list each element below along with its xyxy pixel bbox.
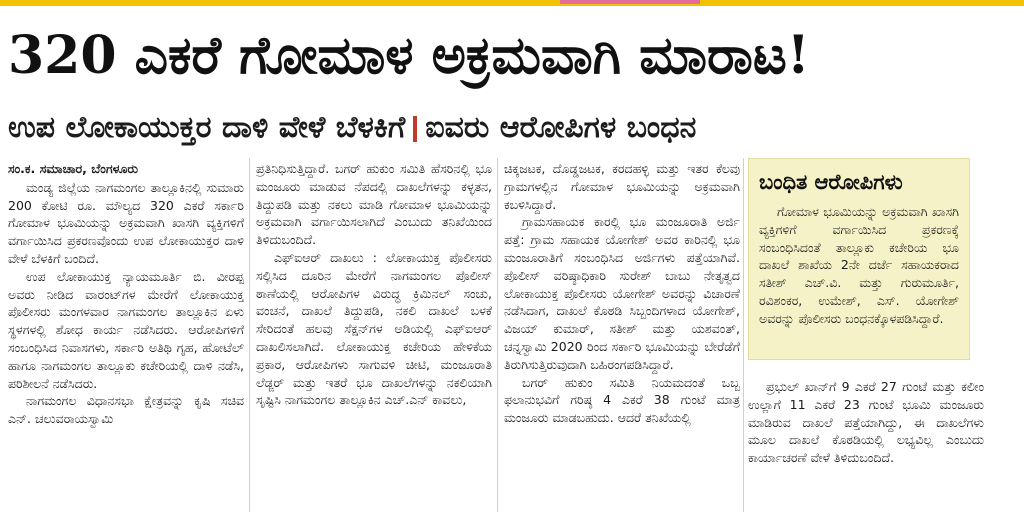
paragraph: ಪ್ರತಿನಿಧಿಸುತ್ತಿದ್ದಾರೆ. ಬಗರ್ ಹುಕುಂ ಸಮಿತಿ ಹೆಸರಿನಲ್ಲಿ ಭೂ ಮಂಜೂರು ಮಾಡುವ ನೆಪದಲ್ಲಿ ದಾಖಲೆಗಳನ್ನು ಕಳ್ಳತನ, ತಿದ್ದುಪಡಿ ಮತ್ತು ನಕಲು ಮಾಡಿ ಗೋಮಾಳ ಭೂಮಿಯನ್ನು ಅಕ್ರಮವಾಗಿ ವರ್ಗಾಯಿಸಲಾಗಿದೆ ಎಂಬುದು ತನಿಖೆಯಿಂದ ತಿಳಿದುಬಂದಿದೆ. (256, 161, 492, 248)
paragraph: ಪ್ರಭುಲ್ ಖಾನ್‌ಗೆ 9 ಎಕರೆ 27 ಗುಂಟೆ ಮತ್ತು ಕಲೀಂ ಉಲ್ಲಾಗೆ 11 ಎಕರೆ 23 ಗುಂಟೆ ಭೂಮಿ ಮಂಜೂರು ಮಾಡಿರುವ ದಾಖಲೆ ಪತ್ತೆಯಾಗಿದ್ದು, ಈ ದಾಖಲೆಗಳು ಮೂಲ ದಾಖಲೆ ಕೊಠಡಿಯಲ್ಲಿ ಲಭ್ಯವಿಲ್ಲ ಎಂಬುದು ಕಾರ್ಯಾಚರಣೆ ವೇಳೆ ತಿಳಿದುಬಂದಿದೆ. (748, 379, 984, 466)
top-pink-strip (560, 0, 700, 4)
paragraph: ಉಪ ಲೋಕಾಯುಕ್ತ ನ್ಯಾಯಮೂರ್ತಿ ಬಿ. ವೀರಪ್ಪ ಅವರು ನೀಡಿದ ವಾರಂಟ್‌ಗಳ ಮೇರೆಗೆ ಲೋಕಾಯುಕ್ತ ಪೊಲೀಸರು ಮಂಗಳವಾರ ನಾಗಮಂಗಲ ತಾಲ್ಲೂಕಿನ ಏಳು ಸ್ಥಳಗಳಲ್ಲಿ ಶೋಧ ಕಾರ್ಯ ನಡೆಸಿದರು. ಆರೋಪಿಗಳಿಗೆ ಸಂಬಂಧಿಸಿದ ನಿವಾಸಗಳು, ಸರ್ಕಾರಿ ಅತಿಥಿ ಗೃಹ, ಹೋಟೆಲ್ ಹಾಗೂ ನಾಗಮಂಗಲ ತಾಲ್ಲೂಕು ಕಚೇರಿಯಲ್ಲಿ ದಾಳಿ ನಡೆಸಿ, ಪರಿಶೀಲನೆ ನಡೆಸಿದರು. (8, 268, 244, 391)
article-column-1 (8, 160, 244, 512)
paragraph: ಚಿಕ್ಕಜಟಕ, ದೊಡ್ಡಜಟಕ, ಕರದಹಳ್ಳಿ ಮತ್ತು ಇತರ ಕೆಲವು ಗ್ರಾಮಗಳಲ್ಲಿನ ಗೋಮಾಳ ಭೂಮಿಯನ್ನು ಅಕ್ರಮವಾಗಿ ಕಬಳಿಸಿದ್ದಾರೆ. (504, 161, 740, 212)
subhead-right: ಐವರು ಆರೋಪಿಗಳ ಬಂಧನ (425, 110, 697, 145)
paragraph: ಎಫ್‌ಐಆರ್ ದಾಖಲು : ಲೋಕಾಯುಕ್ತ ಪೊಲೀಸರು ಸಲ್ಲಿಸಿದ ದೂರಿನ ಮೇರೆಗೆ ನಾಗಮಂಗಲ ಪೊಲೀಸ್ ಠಾಣೆಯಲ್ಲಿ ಆರೋಪಿಗಳ ವಿರುದ್ಧ ಕ್ರಿಮಿನಲ್ ಸಂಚು, ವಂಚನೆ, ದಾಖಲೆ ತಿದ್ದುಪಡಿ, ನಕಲಿ ದಾಖಲೆ ಬಳಕೆ ಸೇರಿದಂತೆ ಹಲವು ಸೆಕ್ಷನ್‌ಗಳ ಅಡಿಯಲ್ಲಿ ಎಫ್‌ಐಆರ್ ದಾಖಲಿಸಲಾಗಿದೆ. ಲೋಕಾಯುಕ್ತ ಕಚೇರಿಯ ಹೇಳಿಕೆಯ ಪ್ರಕಾರ, ಆರೋಪಿಗಳು ಸಾಗುವಳಿ ಚೀಟಿ, ಮಂಜೂರಾತಿ ಲೆಡ್ಜರ್ ಮತ್ತು ಇತರೆ ಭೂ ದಾಖಲೆಗಳನ್ನು ನಕಲಿಯಾಗಿ ಸೃಷ್ಟಿಸಿ ನಾಗಮಂಗಲ ತಾಲ್ಲೂಕಿನ ಎಚ್.ಎನ್ ಕಾವಲು, (256, 249, 492, 408)
article-column-4 (748, 378, 984, 512)
sidebox-title: ಬಂಧಿತ ಆರೋಪಿಗಳು (759, 170, 903, 194)
arrested-accused-box (748, 158, 970, 360)
headline: 320 ಎಕರೆ ಗೋಮಾಳ ಅಕ್ರಮವಾಗಿ ಮಾರಾಟ! (8, 25, 810, 86)
paragraph: ನಾಗಮಂಗಲ ವಿಧಾನಸಭಾ ಕ್ಷೇತ್ರವನ್ನು ಕೃಷಿ ಸಚಿವ ಎನ್. ಚಲುವರಾಯಸ್ವಾಮಿ (8, 393, 244, 427)
top-accent-bar (0, 0, 1024, 6)
column-divider (249, 158, 250, 512)
subhead-separator (413, 116, 417, 142)
paragraph: ಗ್ರಾಮಸಹಾಯಕ ಕಾರಲ್ಲಿ ಭೂ ಮಂಜೂರಾತಿ ಅರ್ಜಿ ಪತ್ತೆ: ಗ್ರಾಮ ಸಹಾಯಕ ಯೋಗೇಶ್ ಅವರ ಕಾರಿನಲ್ಲಿ ಭೂ ಮಂಜೂರಾತಿಗೆ ಸಂಬಂಧಿಸಿದ ಅರ್ಜಿಗಳು ಪತ್ತೆಯಾಗಿವೆ. ಪೊಲೀಸ್ ವರಿಷ್ಠಾಧಿಕಾರಿ ಸುರೇಶ್ ಬಾಬು ನೇತೃತ್ವದ ಲೋಕಾಯುಕ್ತ ಪೊಲೀಸರು ಯೋಗೇಶ್ ಅವರನ್ನು ವಿಚಾರಣೆ ನಡೆಸಿದಾಗ, ದಾಖಲೆ ಕೊಠಡಿ ಸಿಬ್ಬಂದಿಗಳಾದ ಯೋಗೇಶ್, ವಿಜಯ್ ಕುಮಾರ್, ಸತೀಶ್ ಮತ್ತು ಯಶವಂತ್, ಚನ್ನಸ್ವಾಮಿ 2020 ರಿಂದ ಸರ್ಕಾರಿ ಭೂಮಿಯನ್ನು ಬೇರೆಡೆಗೆ ತಿರುಗಿಸುತ್ತಿರುವುದಾಗಿ ಬಹಿರಂಗಪಡಿಸಿದ್ದಾರೆ. (504, 214, 740, 372)
paragraph: ಬಗರ್ ಹುಕುಂ ಸಮಿತಿ ನಿಯಮದಂತೆ ಒಬ್ಬ ಫಲಾನುಭವಿಗೆ ಗರಿಷ್ಠ 4 ಎಕರೆ 38 ಗುಂಟೆ ಮಾತ್ರ ಮಂಜೂರು ಮಾಡಬಹುದು. ಆದರೆ ತನಿಖೆಯಲ್ಲಿ (504, 374, 740, 426)
column-divider (497, 158, 498, 512)
byline: ಸಂ.ಕ. ಸಮಾಚಾರ, ಬೆಂಗಳೂರು (8, 161, 138, 176)
paragraph: ಮಂಡ್ಯ ಜಿಲ್ಲೆಯ ನಾಗಮಂಗಲ ತಾಲ್ಲೂಕಿನಲ್ಲಿ ಸುಮಾರು 200 ಕೋಟಿ ರೂ. ಮೌಲ್ಯದ 320 ಎಕರೆ ಸರ್ಕಾರಿ ಗೋಮಾಳ ಭೂಮಿಯನ್ನು ಅಕ್ರಮವಾಗಿ ಖಾಸಗಿ ವ್ಯಕ್ತಿಗಳಿಗೆ ವರ್ಗಾಯಿಸಿದ ಪ್ರಕರಣವೊಂದು ಉಪ ಲೋಕಾಯುಕ್ತರ ದಾಳಿ ವೇಳೆ ಬೆಳಕಿಗೆ ಬಂದಿದೆ. (8, 179, 244, 266)
bottom-margin (0, 512, 1024, 525)
article-column-2 (256, 160, 492, 512)
sidebox-body: ಗೋಮಾಳ ಭೂಮಿಯನ್ನು ಅಕ್ರಮವಾಗಿ ಖಾಸಗಿ ವ್ಯಕ್ತಿಗಳಿಗೆ ವರ್ಗಾಯಿಸಿದ ಪ್ರಕರಣಕ್ಕೆ ಸಂಬಂಧಿಸಿದಂತೆ ತಾಲ್ಲೂಕು ಕಚೇರಿಯ ಭೂ ದಾಖಲೆ ಶಾಖೆಯ 2ನೇ ದರ್ಜೆ ಸಹಾಯಕರಾದ ಸತೀಶ್ ಎಚ್.ವಿ. ಮತ್ತು ಗುರುಮೂರ್ತಿ, ರವಿಶಂಕರ, ಉಮೇಶ್, ಎಸ್. ಯೋಗೇಶ್ ಅವರನ್ನು ಪೊಲೀಸರು ಬಂಧನಕ್ಕೊಳಪಡಿಸಿದ್ದಾರೆ. (759, 204, 959, 326)
article-column-3 (504, 160, 740, 512)
subheadline (8, 104, 1018, 152)
subhead-left: ಉಪ ಲೋಕಾಯುಕ್ತರ ದಾಳಿ ವೇಳೆ ಬೆಳಕಿಗೆ (8, 110, 406, 145)
column-divider (743, 158, 744, 512)
